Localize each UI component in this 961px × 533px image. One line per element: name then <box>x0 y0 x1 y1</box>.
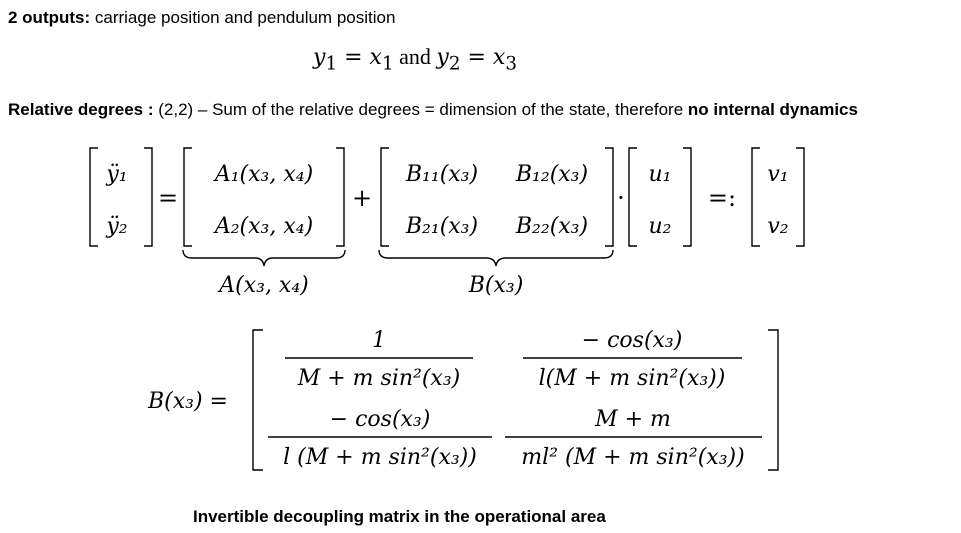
x1-subscript: 1 <box>381 53 394 75</box>
a-entry-2: A₂(x₃, x₄) <box>214 214 314 239</box>
equals-sign-1: = <box>337 45 370 70</box>
v-right-bracket <box>796 148 804 246</box>
y1-subscript: 1 <box>325 53 338 75</box>
b11-denominator: M + m sin²(x₃) <box>297 366 461 391</box>
y2-symbol: y <box>436 45 449 70</box>
footer-note: Invertible decoupling matrix in the operational area <box>193 507 606 526</box>
a-right-bracket <box>336 148 344 246</box>
outputs-heading: 2 outputs: <box>8 8 91 27</box>
b12-numerator: − cos(x₃) <box>581 328 683 353</box>
no-internal-dynamics: no internal dynamics <box>687 100 858 119</box>
u-entry-1: u₁ <box>648 162 672 187</box>
relative-degrees-heading: Relative degrees : <box>8 100 154 119</box>
decoupling-right-bracket <box>768 330 778 470</box>
b21-denominator: l (M + m sin²(x₃)) <box>283 445 477 470</box>
y1-symbol: y <box>313 45 326 70</box>
relative-degrees-text: (2,2) – Sum of the relative degrees = dimension of the state, therefore <box>153 100 688 119</box>
a-underbrace-label: A(x₃, x₄) <box>219 273 309 298</box>
u-entry-2: u₂ <box>648 214 672 239</box>
b-entry-22: B₂₂(x₃) <box>515 214 589 239</box>
v-entry-1: v₁ <box>767 162 789 187</box>
b12-denominator: l(M + m sin²(x₃)) <box>538 366 726 391</box>
decoupling-left-bracket <box>253 330 263 470</box>
a-underbrace <box>183 250 345 266</box>
b-left-bracket <box>381 148 389 246</box>
b-right-bracket <box>605 148 613 246</box>
and-word: and <box>393 44 437 69</box>
equals-operator: = <box>157 184 179 212</box>
lhs-entry-2: ÿ₂ <box>106 214 128 239</box>
b22-numerator: M + m <box>595 407 671 432</box>
u-left-bracket <box>629 148 637 246</box>
x1-symbol: x <box>369 45 382 70</box>
dot-operator: · <box>617 184 625 212</box>
b-underbrace <box>379 250 613 266</box>
x3-symbol: x <box>492 45 506 70</box>
lhs-entry-1: ÿ₁ <box>106 162 128 187</box>
b21-numerator: − cos(x₃) <box>329 407 431 432</box>
decoupling-lhs: B(x₃) = <box>148 389 228 414</box>
defeq-operator: =: <box>707 184 737 212</box>
a-left-bracket <box>184 148 192 246</box>
b22-denominator: ml² (M + m sin²(x₃)) <box>521 445 745 470</box>
outputs-text: carriage position and pendulum position <box>90 8 396 27</box>
u-right-bracket <box>683 148 691 246</box>
y2-subscript: 2 <box>448 53 461 75</box>
equals-sign-2: = <box>460 45 493 70</box>
b-entry-12: B₁₂(x₃) <box>515 162 589 187</box>
x3-subscript: 3 <box>505 53 518 75</box>
b11-numerator: 1 <box>372 328 386 353</box>
b-entry-11: B₁₁(x₃) <box>405 162 479 187</box>
plus-operator: + <box>351 184 373 212</box>
lhs-left-bracket <box>90 148 98 246</box>
v-entry-2: v₂ <box>767 214 789 239</box>
b-entry-21: B₂₁(x₃) <box>405 214 479 239</box>
a-entry-1: A₁(x₃, x₄) <box>214 162 314 187</box>
lhs-right-bracket <box>144 148 152 246</box>
v-left-bracket <box>752 148 760 246</box>
b-underbrace-label: B(x₃) <box>468 273 524 298</box>
